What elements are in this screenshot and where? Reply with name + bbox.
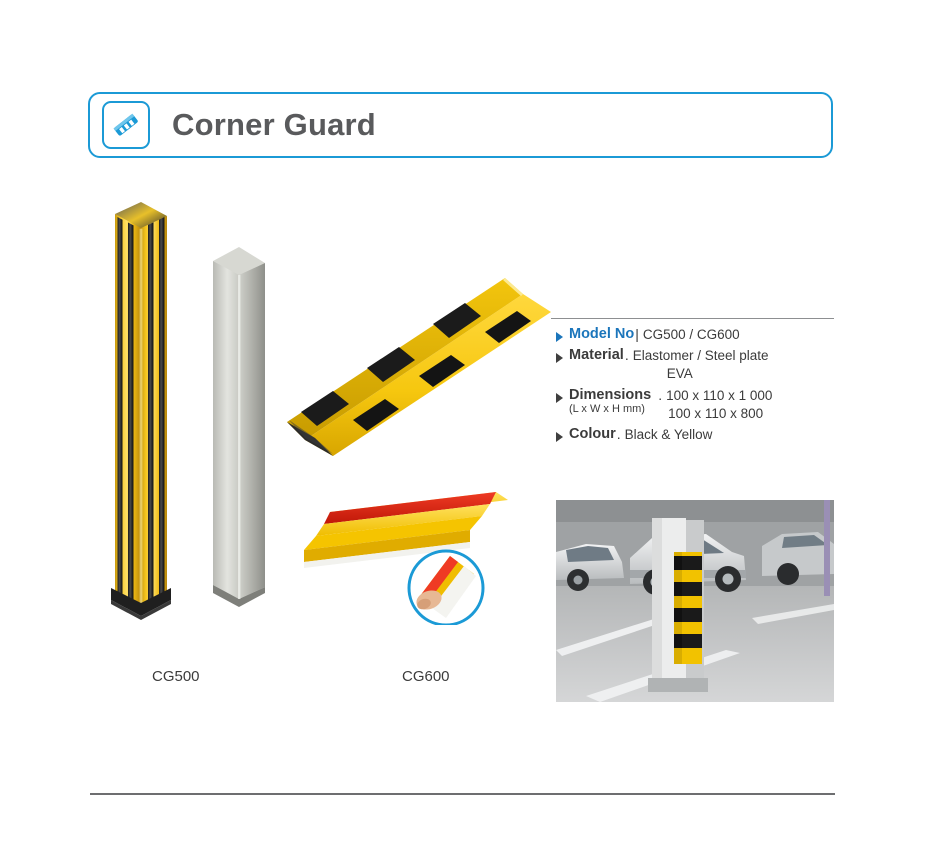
spec-value-material-line2: EVA [666, 366, 693, 382]
spec-label-model-no: Model No [569, 326, 635, 342]
spec-value-colour: Black & Yellow [624, 427, 713, 443]
spec-label-dimensions: Dimensions [569, 386, 652, 403]
spec-value-dimensions-line2: 100 x 110 x 800 [668, 405, 764, 421]
footer-divider [90, 793, 835, 795]
product-image-cg500 [95, 200, 187, 625]
corner-guard-icon [102, 101, 150, 149]
application-photo [556, 500, 834, 702]
spec-separator: . [616, 426, 621, 443]
spec-label-colour: Colour [569, 426, 616, 443]
product-image-cg600 [300, 490, 515, 630]
spec-value-dimensions: 100 x 110 x 1 000 [666, 387, 773, 403]
caption-cg500: CG500 [152, 668, 200, 685]
triangle-right-icon [556, 393, 563, 403]
spec-separator: . [624, 347, 629, 364]
spec-sublabel-dimensions: (L x W x H mm) [569, 402, 645, 415]
triangle-right-icon [556, 353, 563, 363]
spec-divider [551, 318, 834, 319]
product-image-steel-plate [205, 243, 277, 626]
spec-row-material [556, 347, 846, 383]
spec-label-material: Material [569, 347, 624, 364]
spec-row-dimensions [556, 387, 846, 423]
page-title: Corner Guard [172, 107, 376, 142]
triangle-right-icon [556, 332, 563, 342]
product-image-corner-guard-angle [275, 272, 555, 462]
spec-row-colour [556, 426, 846, 444]
spec-value-model-no: CG500 / CG600 [642, 327, 740, 342]
spec-row-model-no [556, 326, 846, 344]
spec-value-material: Elastomer / Steel plate [632, 348, 769, 364]
page-header [88, 92, 833, 158]
spec-separator: . [658, 386, 663, 403]
specification-list [556, 326, 846, 447]
spec-separator: | [635, 326, 639, 342]
triangle-right-icon [556, 432, 563, 442]
caption-cg600: CG600 [402, 668, 450, 685]
